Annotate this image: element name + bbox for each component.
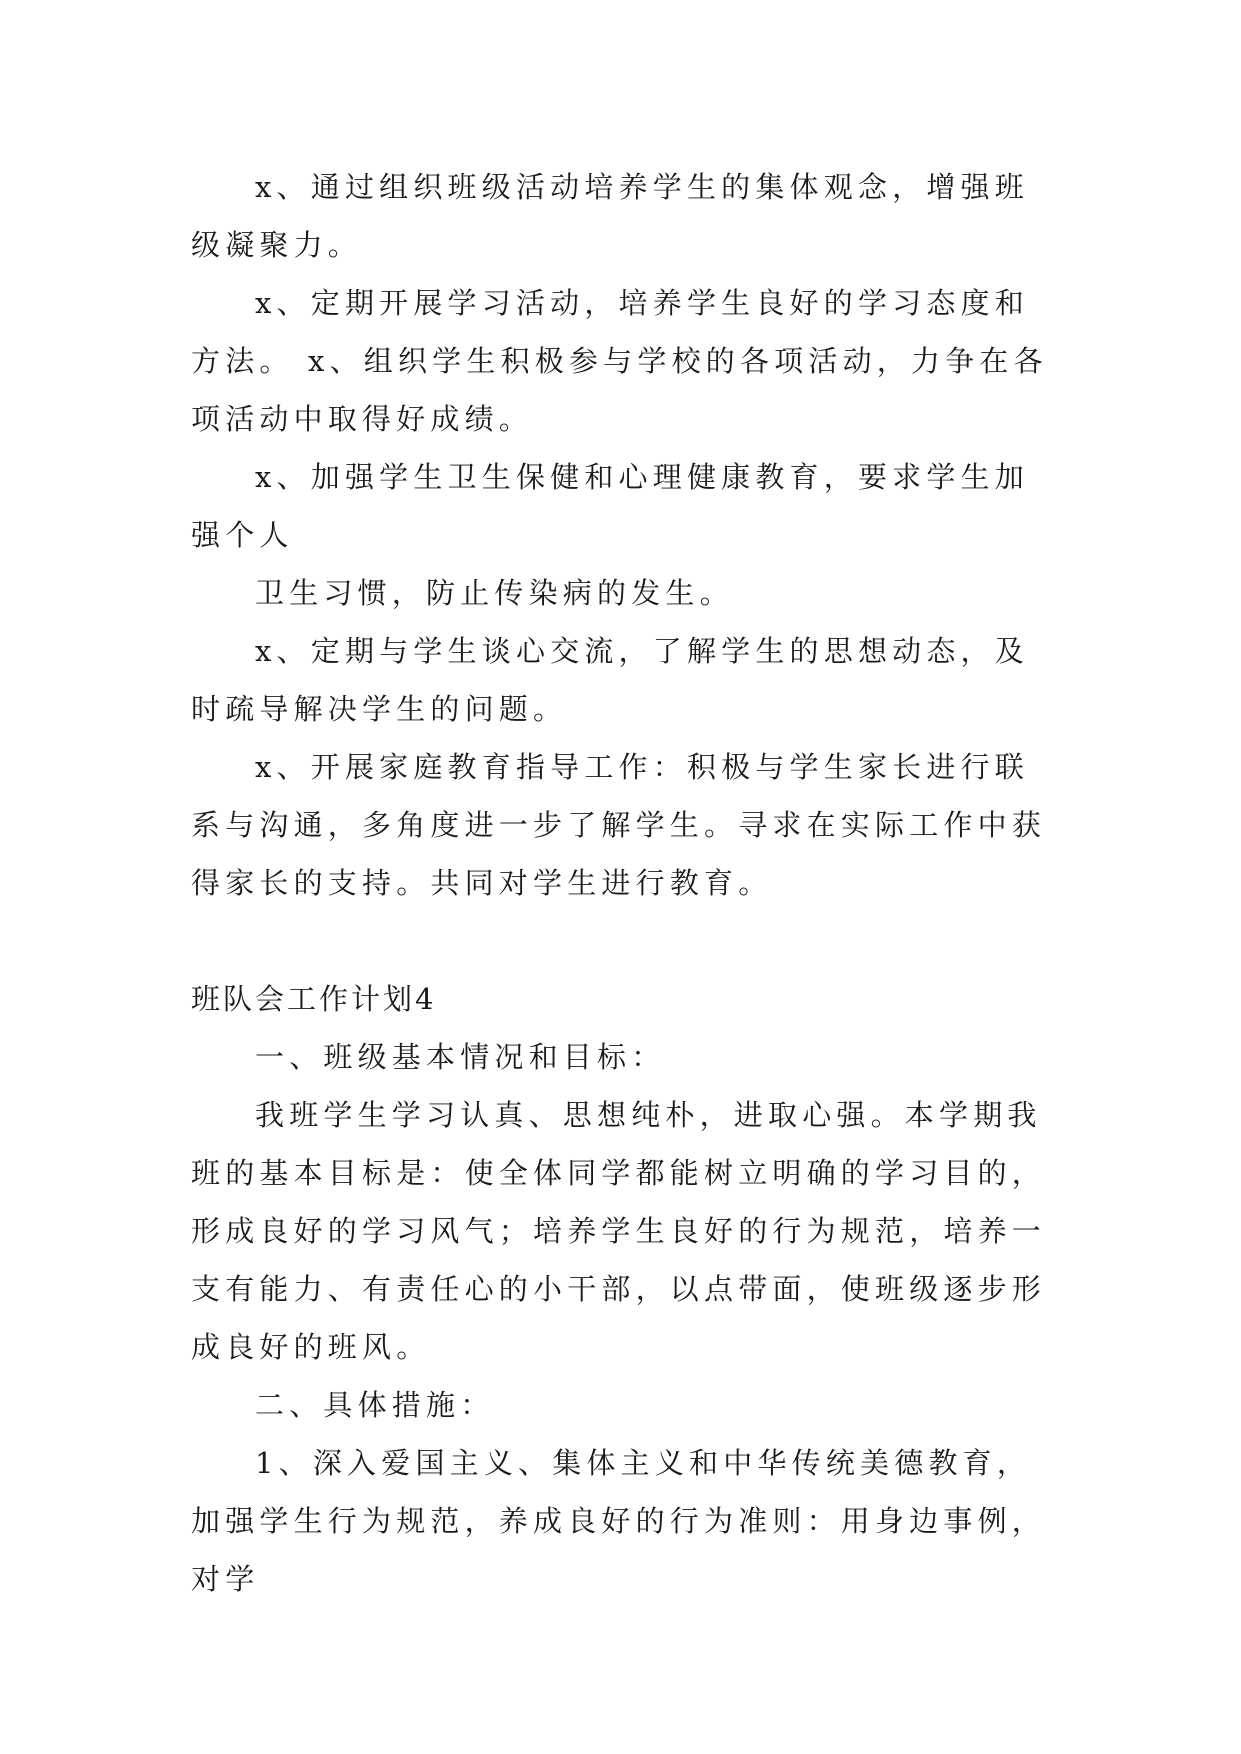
subheading-measures: 二、具体措施： (255, 1388, 495, 1422)
subheading-basic-situation: 一、班级基本情况和目标： (255, 1040, 666, 1074)
paragraph-basic-goals: 我班学生学习认真、思想纯朴，进取心强。本学期我班的基本目标是：使全体同学都能树立明确的学习目的，形成良好的学习风气；培养学生良好的行为规范，培养一支有能力、有责任心的小干部，以点带面，使班级逐步形成良好的班风。 (191, 1098, 1047, 1364)
paragraph-measure-1: 1、深入爱国主义、集体主义和中华传统美德教育，加强学生行为规范，养成良好的行为准则：用身边事例，对学 (191, 1446, 1047, 1596)
document-body (191, 158, 1051, 1608)
paragraph-class-activities: x、通过组织班级活动培养学生的集体观念，增强班级凝聚力。 (191, 170, 1029, 262)
paragraph-study-activities: x、定期开展学习活动，培养学生良好的学习态度和方法。 x、组织学生积极参与学校的各项活动，力争在各项活动中取得好成绩。 (191, 286, 1048, 436)
paragraph-student-talks: x、定期与学生谈心交流，了解学生的思想动态，及时疏导解决学生的问题。 (191, 634, 1029, 726)
paragraph-hygiene-habits: 卫生习惯，防止传染病的发生。 (255, 576, 734, 610)
paragraph-hygiene-education: x、加强学生卫生保健和心理健康教育，要求学生加强个人 (191, 460, 1029, 552)
paragraph-family-education: x、开展家庭教育指导工作：积极与学生家长进行联系与沟通，多角度进一步了解学生。寻求在实际工作中获得家长的支持。共同对学生进行教育。 (191, 750, 1047, 900)
section-title: 班队会工作计划4 (191, 982, 437, 1016)
